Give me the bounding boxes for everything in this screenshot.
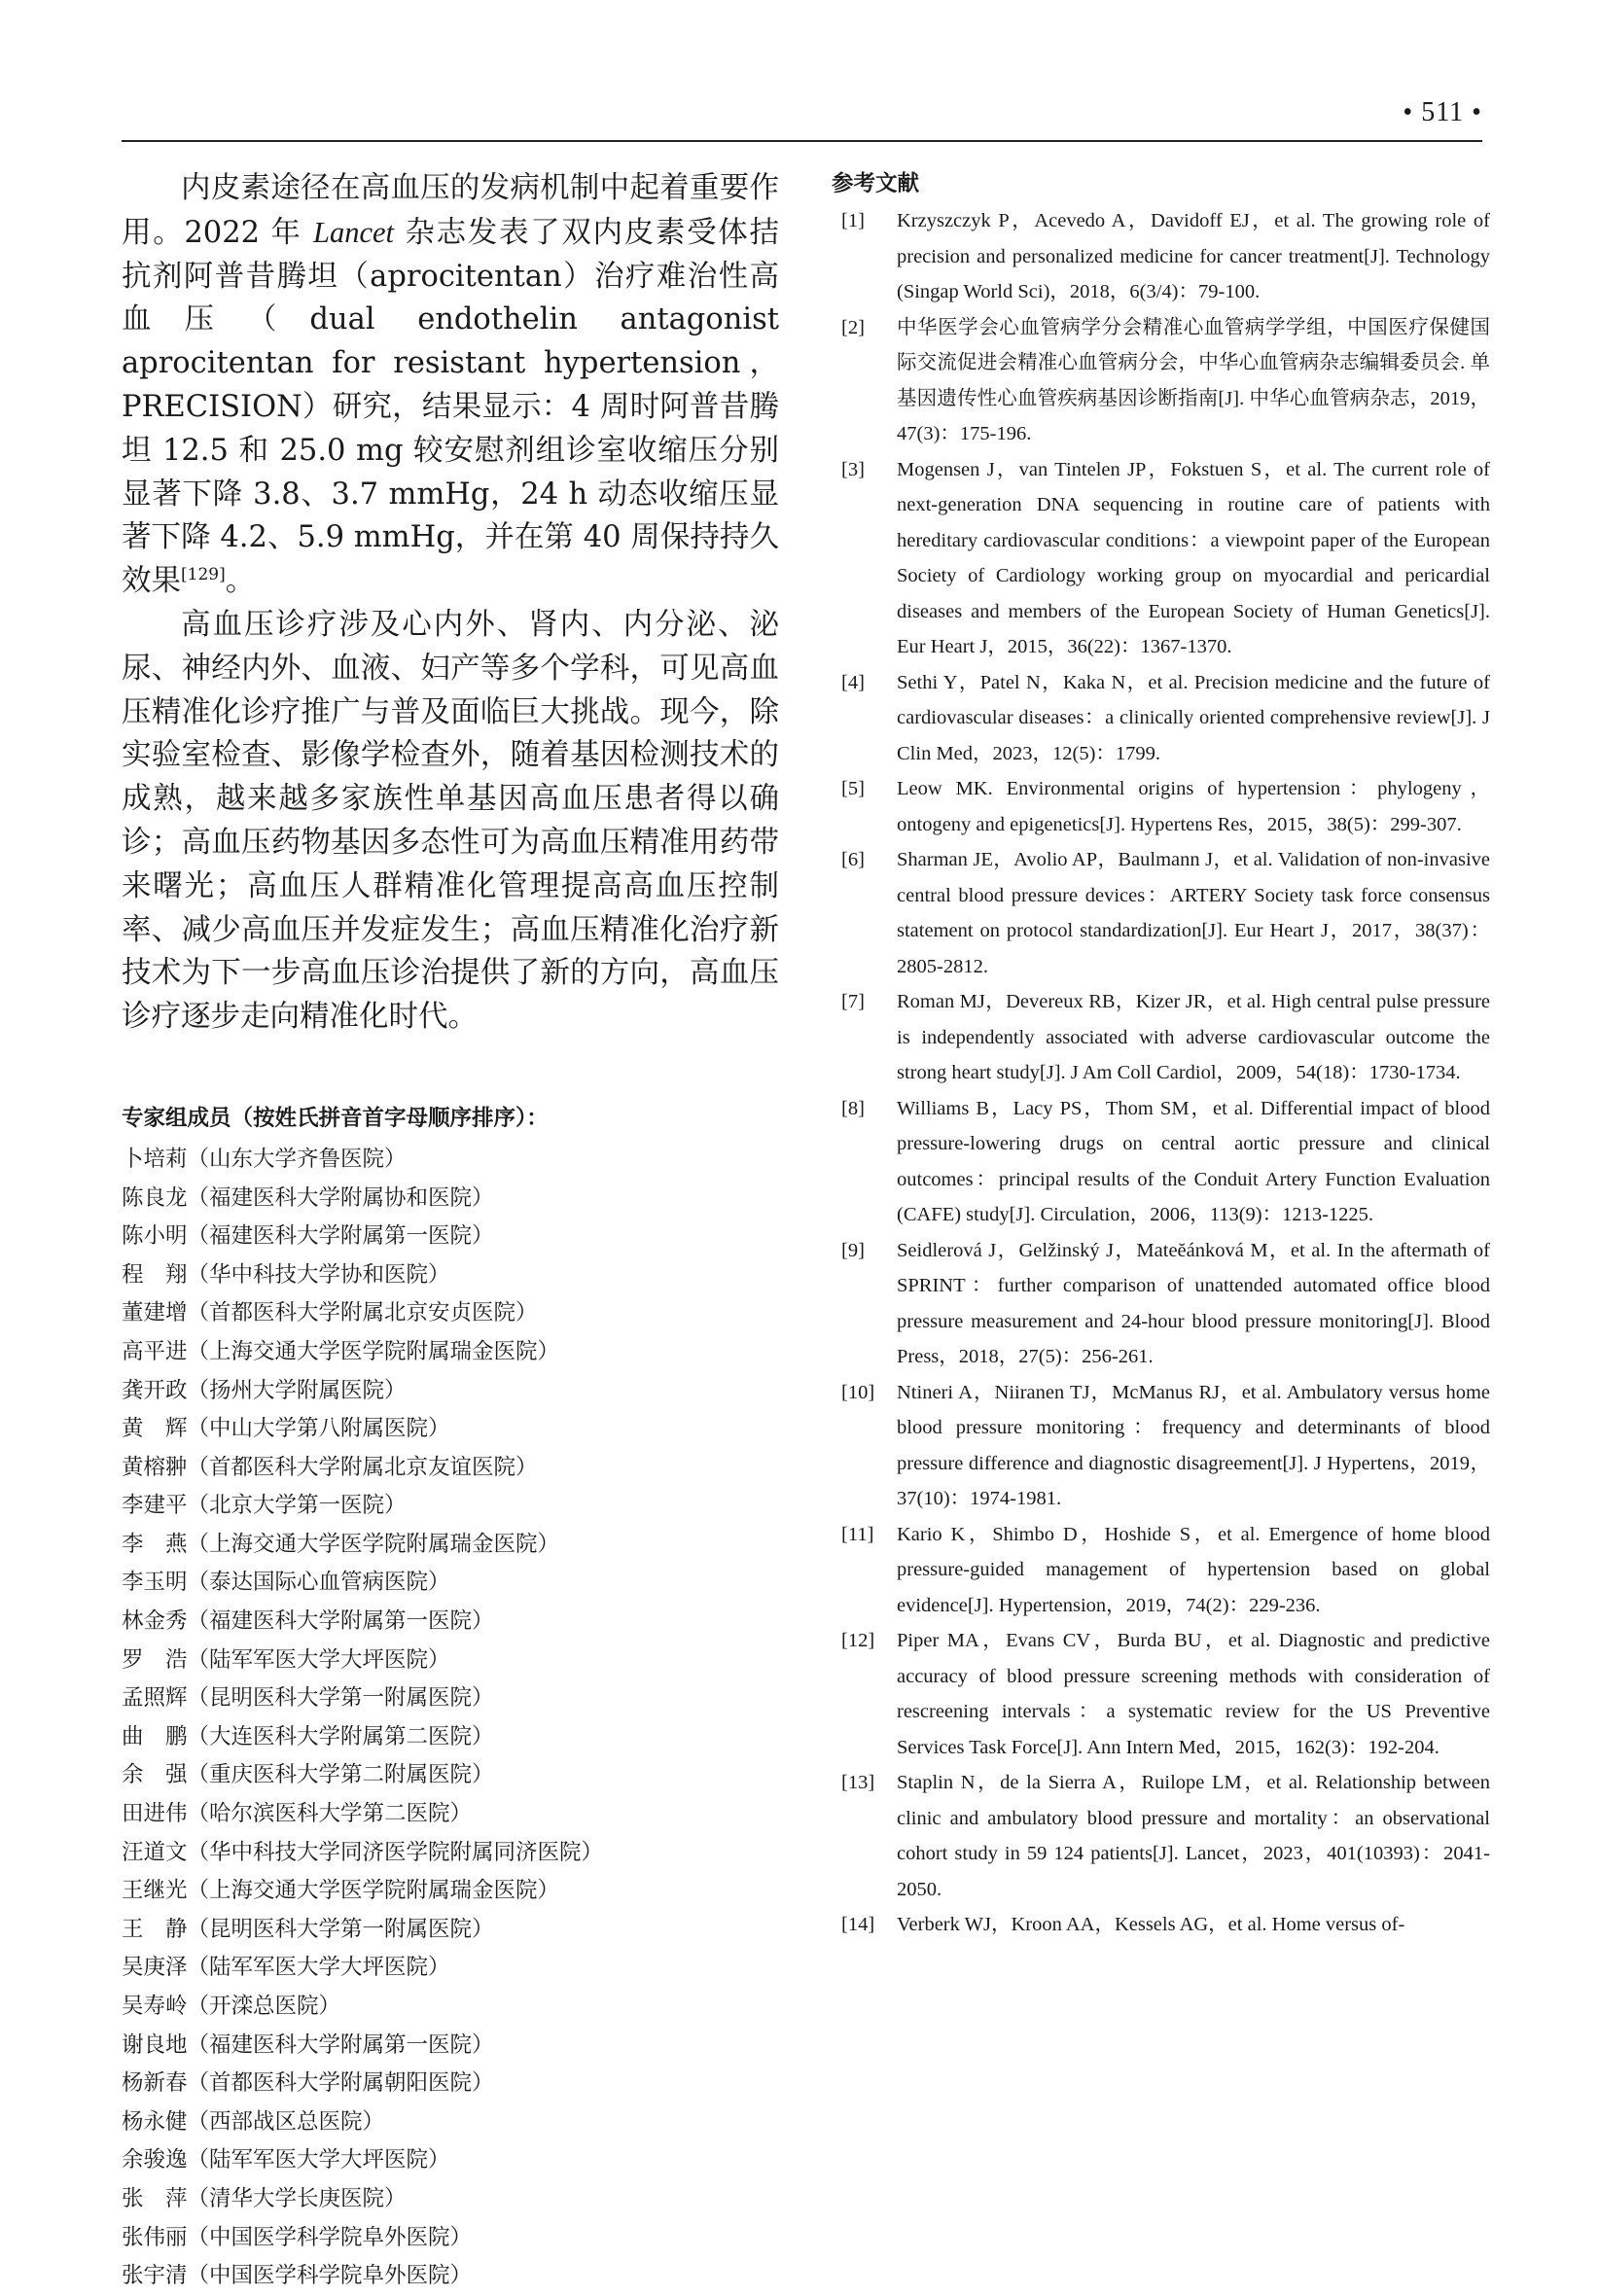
expert-member: 罗 浩（陆军军医大学大坪医院） [122, 1646, 450, 1673]
para-1-text-start: 内皮素途径在高血压的发病机制中起着重要作用。2022 年 [122, 171, 779, 250]
references-heading: 参考文献 [832, 171, 920, 196]
reference-text: 中华医学会心血管病学分会精准心血管病学学组，中国医疗保健国际交流促进会精准心血管病分会，中华心血管病杂志编辑委员会. 单基因遗传性心血管疾病基因诊断指南[J]. 中华心血管病杂志，2019，47(3)：175-196. [897, 316, 1490, 444]
reference-text: Mogensen J，van Tintelen JP，Fokstuen S，et al. The current role of next-generation DNA sequencing in routine care of patients with hereditary cardiovascular conditions：a viewpoint paper of the European Society of Cardiology working group on myocardial and pericardial diseases and members of the European Society of Human Genetics[J]. Eur Heart J，2015，36(22)：1367-1370. [897, 458, 1490, 657]
reference-number: [9] [841, 1239, 865, 1261]
reference-number: [12] [841, 1630, 875, 1651]
reference-item [832, 665, 1490, 772]
reference-text: Staplin N，de la Sierra A，Ruilope LM，et al. Relationship between clinic and ambulatory blood pressure and mortality：an observational cohort study in 59 124 patients[J]. Lancet，2023，401(10393)：2041-2050. [897, 1772, 1490, 1900]
para-1-text-rest: 杂志发表了双内皮素受体拮抗剂阿普昔腾坦（aprocitentan）治疗难治性高血压（dual endothelin antagonist aprocitentan for resistant hypertension，PRECISION）研究，结果显示：4 周时阿普昔腾坦 12.5 和 25.0 mg 较安慰剂组诊室收缩压分别显著下降 3.8、3.7 mmHg，24 h 动态收缩压显著下降 4.2、5.9 mmHg，并在第 40 周保持持久效果 [122, 215, 779, 599]
reference-text: Verberk WJ，Kroon AA，Kessels AG，et al. Home versus of- [897, 1914, 1405, 1935]
reference-item [832, 1233, 1490, 1375]
reference-text: Leow MK. Environmental origins of hypertension：phylogeny，ontogeny and epigenetics[J]. Hypertens Res，2015，38(5)：299-307. [897, 778, 1490, 835]
expert-member: 谢良地（福建医科大学附属第一医院） [122, 2031, 494, 2058]
experts-heading: 专家组成员（按姓氏拼音首字母顺序排序）： [122, 1105, 549, 1131]
reference-number: [11] [841, 1523, 874, 1545]
reference-item [832, 310, 1490, 452]
reference-item [832, 1623, 1490, 1765]
reference-number: [14] [841, 1914, 875, 1935]
reference-number: [5] [841, 778, 865, 799]
reference-item [832, 1907, 1490, 1943]
reference-number: [8] [841, 1097, 865, 1119]
reference-item [832, 771, 1490, 842]
reference-number: [13] [841, 1772, 875, 1793]
reference-item [832, 842, 1490, 984]
expert-member: 卜培莉（山东大学齐鲁医院） [122, 1146, 407, 1172]
reference-number: [2] [841, 316, 865, 338]
expert-member: 张伟丽（中国医学科学院阜外医院） [122, 2224, 473, 2250]
reference-item [832, 1375, 1490, 1517]
page-number: • 511 • [1403, 97, 1482, 127]
reference-text: Roman MJ，Devereux RB，Kizer JR，et al. High central pulse pressure is independently associated with adverse cardiovascular outcome the strong heart study[J]. J Am Coll Cardiol，2009，54(18)：1730-1734. [897, 991, 1490, 1083]
reference-text: Ntineri A，Niiranen TJ，McManus RJ，et al. Ambulatory versus home blood pressure monitoring：frequency and determinants of blood pressure difference and diagnostic disagreement[J]. J Hypertens，2019，37(10)：1974-1981. [897, 1381, 1490, 1509]
expert-member: 龚开政（扬州大学附属医院） [122, 1377, 407, 1403]
expert-member: 田进伟（哈尔滨医科大学第二医院） [122, 1801, 473, 1827]
reference-item [832, 452, 1490, 665]
expert-member: 林金秀（福建医科大学附属第一医院） [122, 1608, 494, 1635]
para-1-end-mark: 。 [225, 564, 256, 599]
expert-member: 王继光（上海交通大学医学院附属瑞金医院） [122, 1878, 560, 1904]
expert-member: 李 燕（上海交通大学医学院附属瑞金医院） [122, 1531, 560, 1557]
reference-number: [3] [841, 458, 865, 480]
page-header [122, 93, 1482, 142]
citation-marker: [129] [181, 565, 226, 585]
expert-member: 董建增（首都医科大学附属北京安贞医院） [122, 1300, 538, 1326]
expert-member: 陈小明（福建医科大学附属第一医院） [122, 1223, 494, 1250]
expert-member: 杨新春（首都医科大学附属朝阳医院） [122, 2070, 494, 2097]
expert-member: 孟照辉（昆明医科大学第一附属医院） [122, 1685, 494, 1712]
journal-name: Lancet [312, 215, 394, 249]
expert-member: 李玉明（泰达国际心血管病医院） [122, 1570, 450, 1596]
reference-number: [6] [841, 849, 865, 870]
expert-member: 黄 辉（中山大学第八附属医院） [122, 1416, 450, 1442]
expert-member: 汪道文（华中科技大学同济医学院附属同济医院） [122, 1839, 604, 1865]
reference-item [832, 203, 1490, 310]
experts-list [122, 1141, 779, 2296]
expert-member: 吴庚泽（陆军军医大学大坪医院） [122, 1955, 450, 1981]
expert-member: 吴寿岭（开滦总医院） [122, 1994, 341, 2019]
reference-number: [1] [841, 210, 865, 231]
expert-member: 张宇清（中国医学科学院阜外医院） [122, 2263, 473, 2289]
expert-member: 曲 鹏（大连医科大学附属第二医院） [122, 1723, 494, 1749]
reference-text: Sharman JE，Avolio AP，Baulmann J，et al. Validation of non-invasive central blood pressure devices：ARTERY Society task force consensus statement on protocol standardization[J]. Eur Heart J，2017，38(37)：2805-2812. [897, 849, 1490, 977]
reference-number: [10] [841, 1381, 875, 1403]
reference-number: [7] [841, 991, 865, 1012]
reference-text: Piper MA，Evans CV，Burda BU，et al. Diagnostic and predictive accuracy of blood pressure screening methods with consideration of rescreening intervals：a systematic review for the US Preventive Services Task Force[J]. Ann Intern Med，2015，162(3)：192-204. [897, 1630, 1490, 1758]
body-paragraph-2: 高血压诊疗涉及心内外、肾内、内分泌、泌尿、神经内外、血液、妇产等多个学科，可见高血压精准化诊疗推广与普及面临巨大挑战。现今，除实验室检查、影像学检查外，随着基因检测技术的成熟，越来越多家族性单基因高血压患者得以确诊；高血压药物基因多态性可为高血压精准用药带来曙光；高血压人群精准化管理提高高血压控制率、减少高血压并发症发生；高血压精准化治疗新技术为下一步高血压诊治提供了新的方向，高血压诊疗逐步走向精准化时代。 [122, 607, 779, 1035]
expert-member: 王 静（昆明医科大学第一附属医院） [122, 1916, 494, 1942]
expert-member: 张 萍（清华大学长庚医院） [122, 2185, 407, 2211]
right-column [832, 167, 1490, 1943]
reference-text: Williams B，Lacy PS，Thom SM，et al. Differential impact of blood pressure-lowering drugs on central aortic pressure and clinical outcomes：principal results of the Conduit Artery Function Evaluation (CAFE) study[J]. Circulation，2006，113(9)：1213-1225. [897, 1097, 1490, 1225]
expert-member: 余骏逸（陆军军医大学大坪医院） [122, 2147, 450, 2173]
reference-text: Kario K，Shimbo D，Hoshide S，et al. Emergence of home blood pressure-guided management of hypertension based on global evidence[J]. Hypertension，2019，74(2)：229-236. [897, 1523, 1490, 1616]
reference-text: Sethi Y，Patel N，Kaka N，et al. Precision medicine and the future of cardiovascular diseases：a clinically oriented comprehensive review[J]. J Clin Med，2023，12(5)：1799. [897, 671, 1490, 764]
expert-member: 李建平（北京大学第一医院） [122, 1493, 407, 1519]
expert-member: 高平进（上海交通大学医学院附属瑞金医院） [122, 1338, 560, 1364]
references-list [832, 203, 1490, 1943]
reference-number: [4] [841, 671, 865, 693]
reference-text: Seidlerová J，Gelžinský J，Mateĕánková M，et al. In the aftermath of SPRINT：further comparison of unattended automated office blood pressure measurement and 24-hour blood pressure monitoring[J]. Blood Press，2018，27(5)：256-261. [897, 1239, 1490, 1367]
reference-item [832, 1765, 1490, 1907]
reference-item [832, 1091, 1490, 1233]
body-paragraph-1 [122, 167, 779, 604]
expert-member: 黄榕翀（首都医科大学附属北京友谊医院） [122, 1454, 538, 1480]
reference-text: Krzyszczyk P，Acevedo A，Davidoff EJ，et al. The growing role of precision and personalized medicine for cancer treatment[J]. Technology (Singap World Sci)，2018，6(3/4)：79-100. [897, 210, 1490, 302]
expert-member: 程 翔（华中科技大学协和医院） [122, 1261, 450, 1288]
left-column [122, 167, 779, 2296]
expert-member: 余 强（重庆医科大学第二附属医院） [122, 1762, 494, 1788]
reference-item [832, 1517, 1490, 1624]
expert-member: 杨永健（西部战区总医院） [122, 2108, 385, 2135]
expert-member: 陈良龙（福建医科大学附属协和医院） [122, 1184, 494, 1211]
reference-item [832, 984, 1490, 1091]
